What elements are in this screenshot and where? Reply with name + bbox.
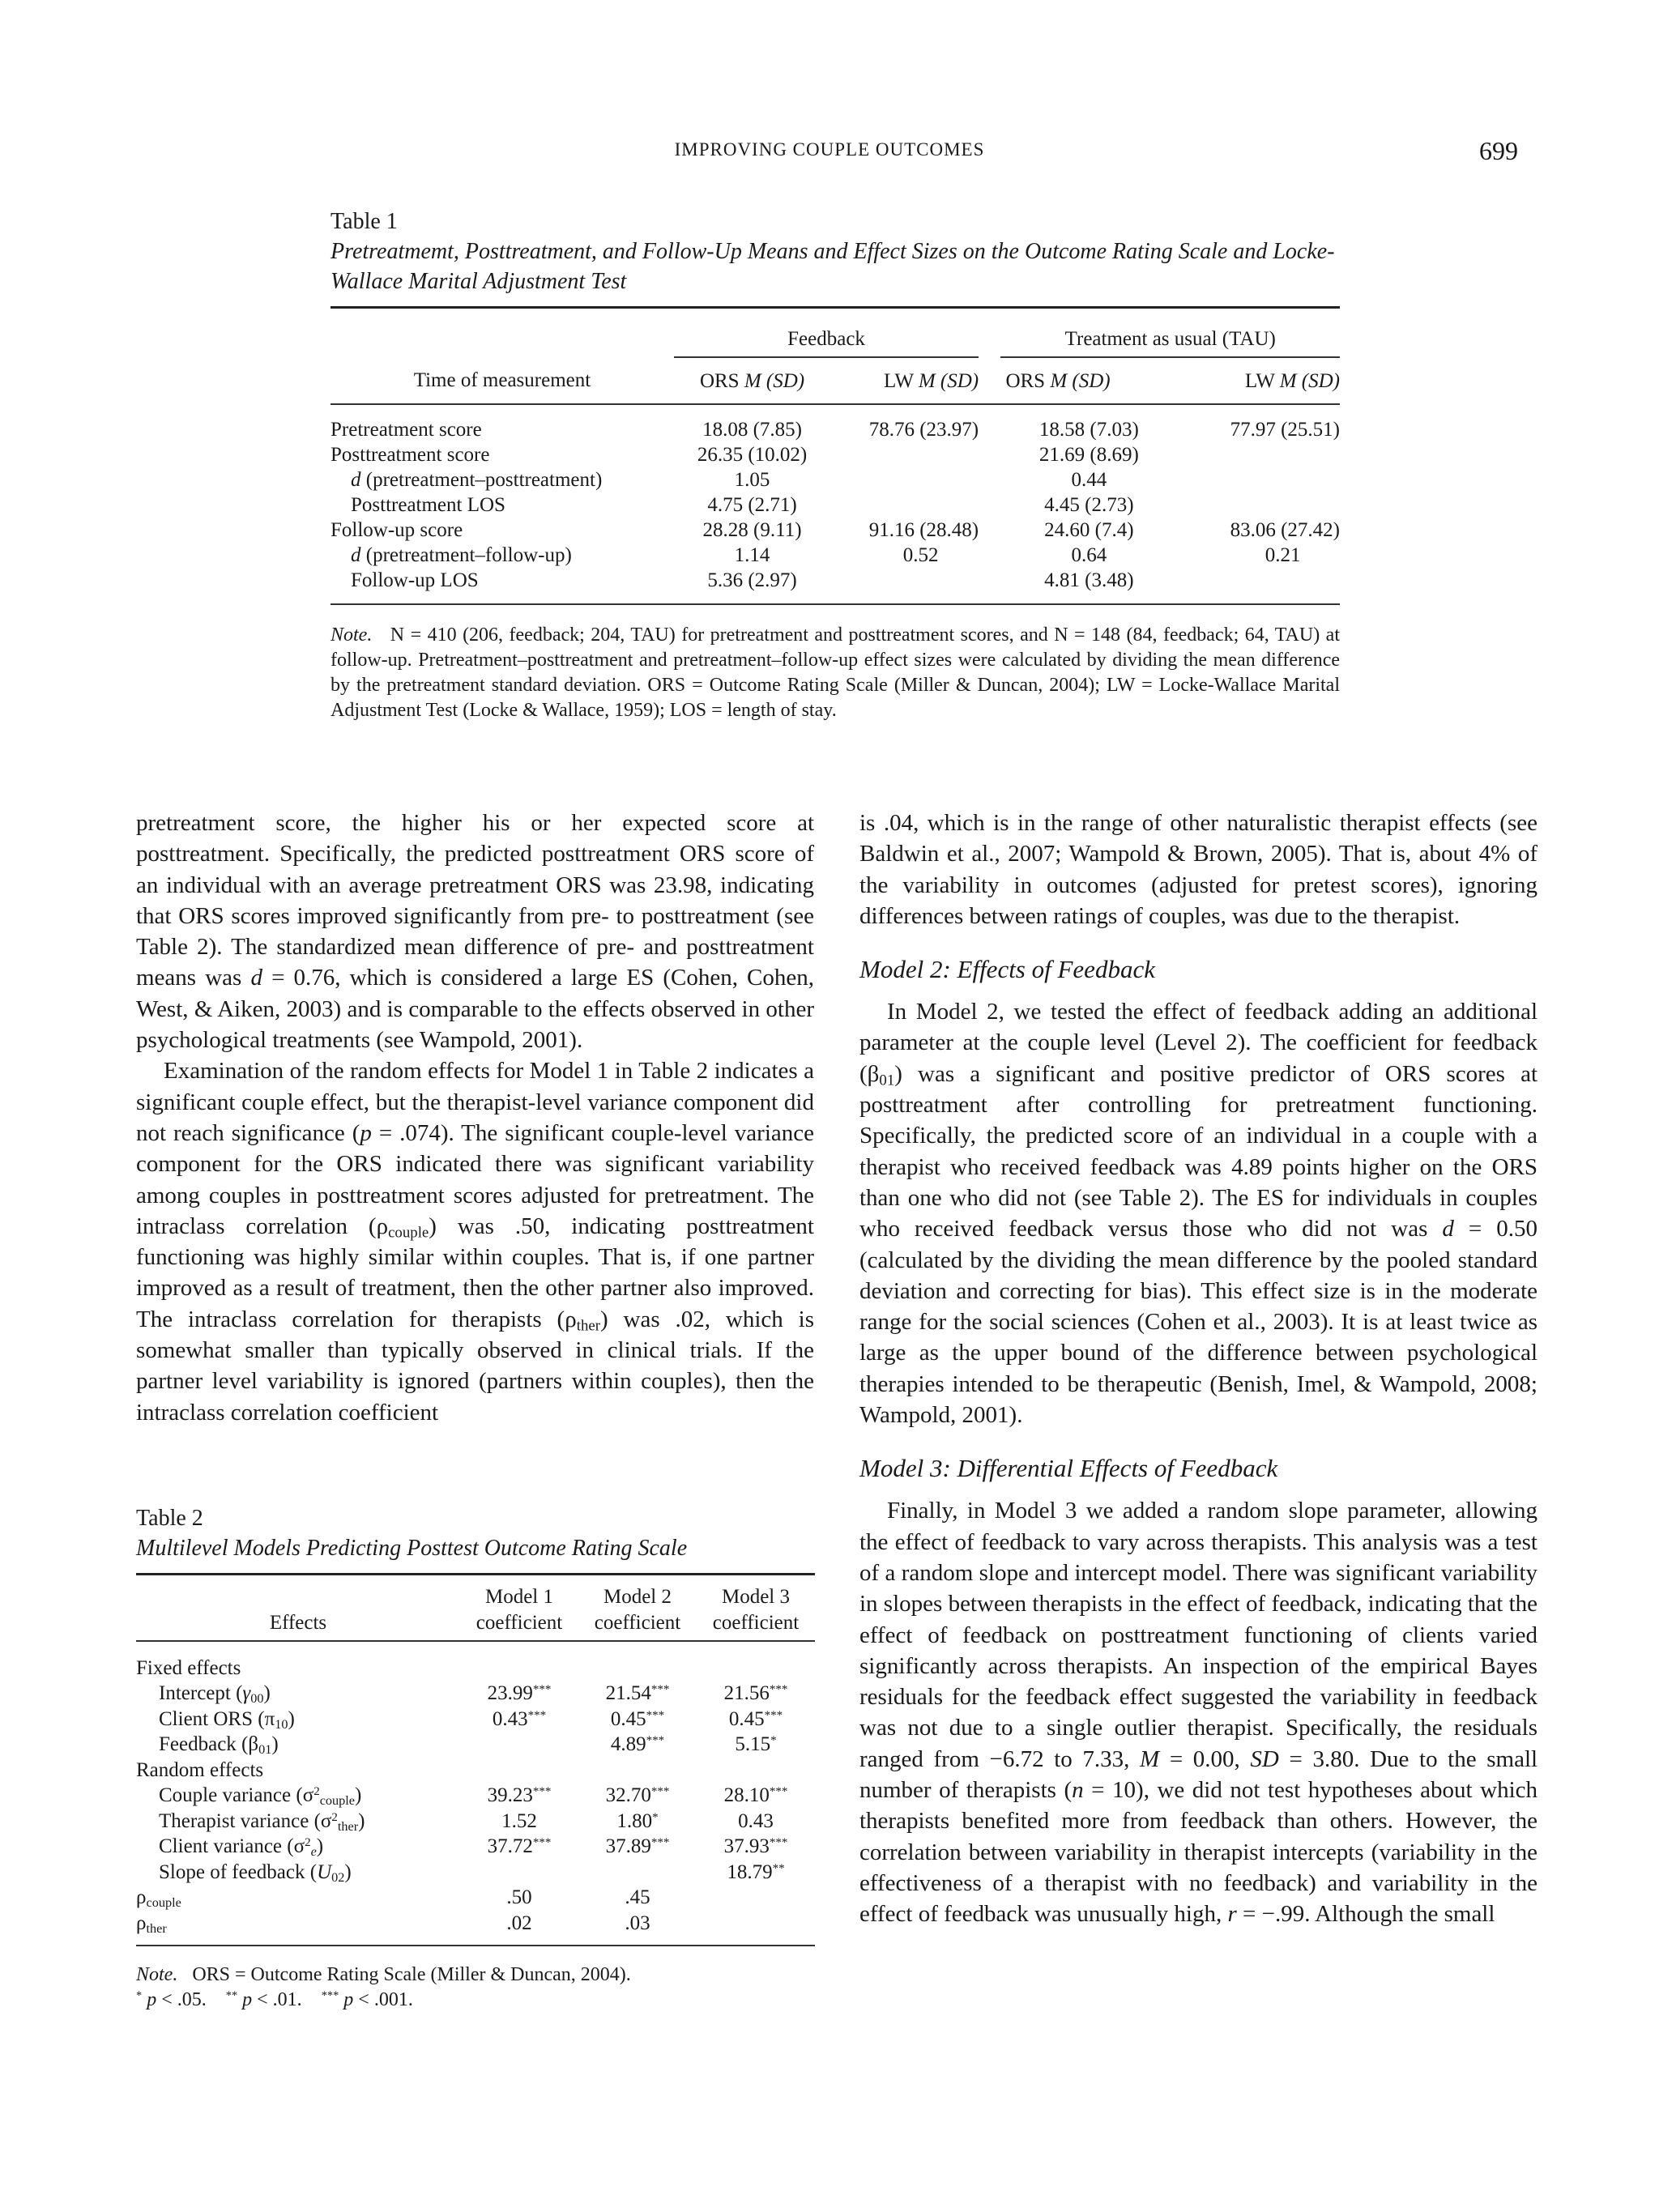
table-row: Fixed effects xyxy=(136,1656,241,1679)
table-row: d (pretreatment–follow-up) 1.14 0.52 0.64 0.21 xyxy=(351,544,1301,566)
table-row: Posttreatment score 26.35 (10.02) 21.69 (8.69) xyxy=(331,444,1139,466)
left-column xyxy=(136,808,814,1428)
table-2-label: Table 2 xyxy=(136,1506,203,1531)
table-row: $\rho_{ther}$ .02 .03 xyxy=(136,1912,650,1936)
table-1-title: Pretreatmemt, Posttreatment, and Follow-Up Means and Effect Sizes on the Outcome Rating Scale and Locke-Wallace Marital Adjustment Test xyxy=(331,239,1335,294)
table-row: Follow-up LOS 5.36 (2.97) 4.81 (3.48) xyxy=(351,569,1134,591)
table-1-grid xyxy=(331,309,1340,605)
table-row: d (pretreatment–posttreatment) 1.05 0.44 xyxy=(351,469,1107,491)
paragraph: Finally, in Model 3 we added a random slope parameter, allowing the effect of feedback to vary across therapists. This analysis was a test of a random slope and intercept model. There was significant variability in slopes between therapists in the effect of feedback, indicating that the effect of feedback on posttreatment functioning of clients varied significantly across therapists. An inspection of the empirical Bayes residuals for the feedback effect suggested the variability in feedback was not due to a single outlier therapist. Specifically, the residuals ranged from −6.72 to 7.33, M = 0.00, SD = 3.80. Due to the small number of therapists (n = 10), we did not test hypotheses about which therapists benefited more from feedback than others. However, the correlation between variability in therapist intercepts (variability in the effectiveness of a therapist with no feedback) and variability in the effect of feedback was unusually high, r = −.99. Although the small xyxy=(859,1498,1538,1928)
table-row: Slope of feedback $(U_{02})$ 18.79** xyxy=(159,1860,785,1885)
paragraph: In Model 2, we tested the effect of feedback adding an additional parameter at the couple level (Level 2). The coefficient for feedback $(\beta_{01})$ was a significant and positive predictor of ORS scores at posttreatment after controlling for pretreatment functioning. Specifically, the predicted score of an individual in a couple with a therapist who received feedback was 4.89 points higher on the ORS than one who did not (see Table 2). The ES for individuals in couples who received feedback versus those who did not was d = 0.50 (calculated by the dividing the mean difference by the pooled standard deviation and correcting for bias). This effect size is in the moderate range for the social sciences (Cohen et al., 2003). It is at least twice as large as the upper bound of the difference between psychological therapies intended to be therapeutic (Benish, Imel, & Wampold, 2008; Wampold, 2001). xyxy=(859,999,1538,1429)
table-row: Therapist variance $(\sigma^2_{ther})$ 1.52 1.80* 0.43 xyxy=(159,1809,774,1834)
table-1-group-tau: Treatment as usual (TAU) xyxy=(1000,309,1340,357)
table-row: Couple variance $(\sigma^2_{couple})$ 39.23*** 32.70*** 28.10*** xyxy=(159,1784,788,1809)
table-2-col-model-1: Model 1 xyxy=(484,1586,554,1608)
page-number: 699 xyxy=(1479,136,1518,165)
table-2-grid: Model 1 Model 2 Model 3 Effects coefficient coefficient coefficient Fixed effects Intercept $(\gamma_{00})$ 23.99*** 21.54*** 21.56*** Client ORS $(\pi_{10})$ 0.43*** 0.45*** 0.45*** Feedback $(\beta_{01})$ 4.89*** 5.15* Random effects Couple variance $(\sigma^2_{couple})$ 39.23*** 32.70*** 28.10*** Therapist variance $(\sigma^2_{ther})$ 1.52 1.80* 0.43 Client variance $(\sigma^2_e)$ 37.72*** 37.89*** 37.93*** Slope of feedback $(U_{02})$ 18.79** $\rho_{couple}$ .50 .45 $\rho_{ther}$ .02 .03 xyxy=(136,1573,815,1946)
table-row: Follow-up score 28.28 (9.11) 91.16 (28.48) 24.60 (7.4) 83.06 (27.42) xyxy=(331,519,1340,541)
table-1 xyxy=(331,207,1340,723)
table-row: Pretreatment score 18.08 (7.85) 78.76 (23.97) 18.58 (7.03) 77.97 (25.51) xyxy=(331,419,1340,441)
table-row: Random effects xyxy=(136,1758,264,1781)
table-2 xyxy=(136,1504,815,2013)
section-heading-model-2: Model 2: Effects of Feedback xyxy=(859,955,1155,984)
table-row: Posttreatment LOS 4.75 (2.71) 4.45 (2.73) xyxy=(351,494,1134,516)
paragraph: is .04, which is in the range of other naturalistic therapist effects (see Baldwin et al., 2007; Wampold & Brown, 2005). That is, about 4% of the variability in outcomes (adjusted for pretest scores), ignoring differences between ratings of couples, was due to the therapist. xyxy=(859,810,1537,929)
table-row: $\rho_{couple}$ .50 .45 xyxy=(136,1886,650,1911)
table-1-col-lw-tau: LW M (SD) xyxy=(1177,357,1340,404)
paragraph: pretreatment score, the higher his or her expected score at posttreatment. Specifically, the predicted posttreatment ORS score of an individual with an average pretreatment ORS was 23.98, indicating that ORS scores improved significantly from pre- to posttreatment (see Table 2). The standardized mean difference of pre- and posttreatment means was d = 0.76, which is considered a large ES (Cohen, Cohen, West, & Aiken, 2003) and is comparable to the effects observed in other psychological treatments (see Wampold, 2001). xyxy=(136,810,815,1054)
table-1-label: Table 1 xyxy=(331,209,398,234)
table-2-title: Multilevel Models Predicting Posttest Outcome Rating Scale xyxy=(136,1536,688,1561)
table-row: Intercept $(\gamma_{00})$ 23.99*** 21.54*** 21.56*** xyxy=(159,1682,788,1707)
table-1-group-feedback: Feedback xyxy=(674,309,979,357)
table-row: Feedback $(\beta_{01})$ 4.89*** 5.15* xyxy=(159,1733,777,1758)
table-2-col-model-3: Model 3 xyxy=(721,1586,791,1608)
table-2-note: Note. ORS = Outcome Rating Scale (Miller & Duncan, 2004). xyxy=(136,1964,631,1985)
table-row: Client ORS $(\pi_{10})$ 0.43*** 0.45*** 0.45*** xyxy=(159,1707,783,1732)
running-head: IMPROVING COUPLE OUTCOMES xyxy=(674,139,985,160)
paragraph: Examination of the random effects for Model 1 in Table 2 indicates a significant couple effect, but the therapist-level variance component did not reach significance (p = .074). The significant couple-level variance component for the ORS indicated there was significant variability among couples in posttreatment scores adjusted for pretreatment. The intraclass correlation $(\rho_{couple})$ was .50, indicating posttreatment functioning was highly similar within couples. That is, if one partner improved as a result of treatment, then the other partner also improved. The intraclass correlation for therapists $(\rho_{ther})$ was .02, which is somewhat smaller than typically observed in clinical trials. If the partner level variability is ignored (partners within couples), then the intraclass correlation coefficient xyxy=(136,1058,814,1426)
table-1-note: Note. N = 410 (206, feedback; 204, TAU) for pretreatment and posttreatment scores, and N = 148 (84, feedback; 64, TAU) at follow-up. Pretreatment–posttreatment and pretreatment–follow-up effect sizes were calculated by dividing the mean difference by the pretreatment standard deviation. ORS = Outcome Rating Scale (Miller & Duncan, 2004); LW = Locke-Wallace Marital Adjustment Test (Locke & Wallace, 1959); LOS = length of stay. xyxy=(331,624,1340,721)
table-1-col-ors-feedback: ORS M (SD) xyxy=(674,357,830,404)
table-2-col-effects: Effects xyxy=(136,1610,460,1641)
right-column xyxy=(859,808,1537,1930)
table-1-col-lw-feedback: LW M (SD) xyxy=(830,357,979,404)
table-2-significance: * p < .05. ** p < .01. *** p < .001. xyxy=(136,1989,413,2010)
table-row: Client variance $(\sigma^2_e)$ 37.72*** 37.89*** 37.93*** xyxy=(159,1835,788,1860)
table-2-col-model-2: Model 2 xyxy=(603,1586,672,1608)
section-heading-model-3: Model 3: Differential Effects of Feedback xyxy=(859,1454,1278,1483)
table-1-col-ors-tau: ORS M (SD) xyxy=(1000,357,1177,404)
table-1-col-time: Time of measurement xyxy=(331,357,674,404)
